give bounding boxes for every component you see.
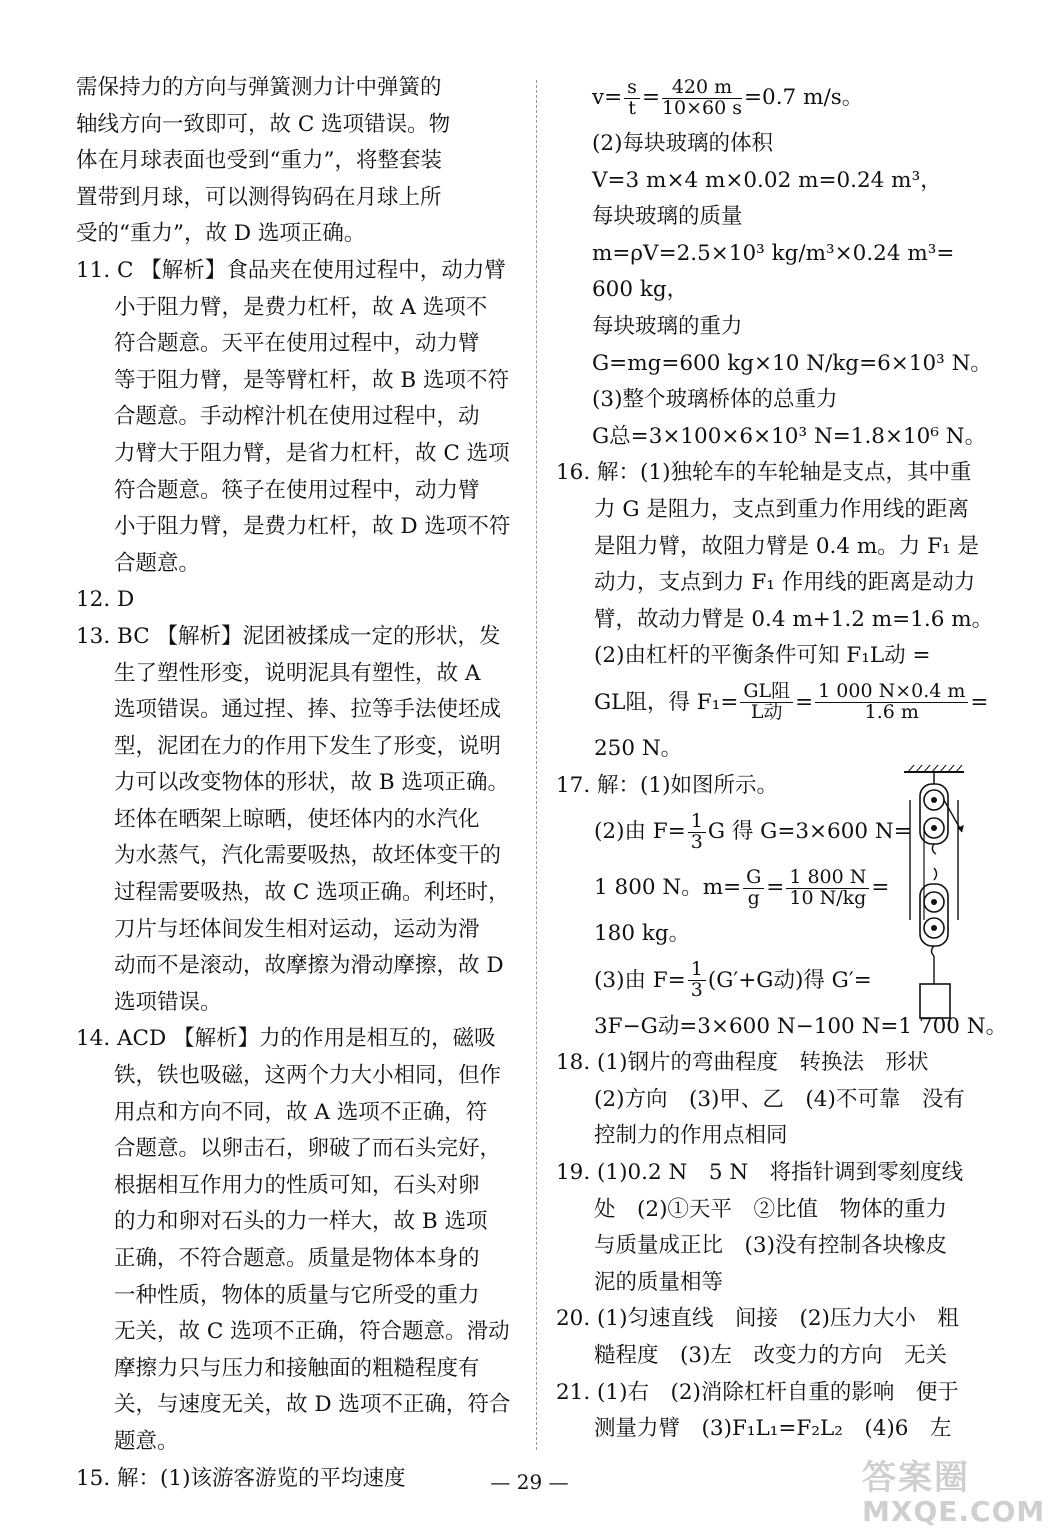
- q18-line: 控制力的作用点相同: [594, 1123, 788, 1149]
- q19-line: 与质量成正比 (3)没有控制各块橡皮: [594, 1233, 947, 1259]
- q20-line: 糙程度 (3)左 改变力的方向 无关: [594, 1343, 947, 1369]
- fraction-G-over-g: $\frac{G}{g}$: [743, 868, 764, 909]
- q18-line: 18. (1)钢片的弯曲程度 转换法 形状: [556, 1050, 929, 1076]
- q17-line: 180 kg。: [594, 921, 691, 947]
- answer-line: 小于阻力臂，是费力杠杆，故 D 选项不符: [114, 514, 511, 540]
- q16-lever-formula: GL阻，得 F₁= $\frac{\text{GL阻}}{\text{L动}}$ = $\frac{1 000 N\times 0.4 m}{1.6 m}$ =: [594, 680, 989, 724]
- fraction-1000N-over-1.6m: $\frac{1 000 N\times 0.4 m}{1.6 m}$: [815, 682, 968, 723]
- answer-line: 小于阻力臂，是费力杠杆，故 A 选项不: [114, 294, 488, 320]
- answer-line: 为水蒸气，汽化需要吸热，故坯体变干的: [114, 843, 502, 869]
- q21-line: 测量力臂 (3)F₁L₁=F₂L₂ (4)6 左: [594, 1416, 952, 1442]
- q17-line: 17. 解：(1)如图所示。: [556, 772, 778, 798]
- answer-line: 11. C 【解析】食品夹在使用过程中，动力臂: [76, 257, 506, 283]
- answer-line: 过程需要吸热，故 C 选项正确。利坯时，: [114, 880, 510, 906]
- answer-line: 选项错误。: [114, 989, 222, 1015]
- fraction-1800N-over-10Nkg: $\frac{1 800 N}{10 N/kg}$: [786, 868, 869, 909]
- answer-line: 摩擦力只与压力和接触面的粗糙程度有: [114, 1355, 480, 1381]
- page-number: — 29 —: [490, 1470, 569, 1494]
- q17-formula: (2)由 F= $\frac{1}{3}$ G 得 G=3×600 N=: [594, 809, 912, 853]
- answer-line: 600 kg，: [592, 277, 689, 303]
- right-column: [556, 70, 1008, 1448]
- fraction-one-third: $\frac{1}{3}$: [688, 960, 706, 1001]
- answer-line: 的力和卵对石头的力一样大，故 B 选项: [114, 1209, 488, 1235]
- pulley-system-diagram: [898, 762, 998, 1032]
- fraction-420m-over-600s: $\frac{420 m}{10\times 60 s}$: [661, 75, 743, 119]
- answer-line: V=3 m×4 m×0.02 m=0.24 m³，: [592, 167, 942, 193]
- answer-line: 需保持力的方向与弹簧测力计中弹簧的: [76, 75, 442, 100]
- left-column: [76, 70, 516, 1497]
- q16-line: (2)由杠杆的平衡条件可知 F₁L动 =: [594, 643, 931, 669]
- watermark-url: MXQE.COM: [862, 1495, 1046, 1528]
- q19-line: 泥的质量相等: [594, 1269, 724, 1295]
- q20-line: 20. (1)匀速直线 间接 (2)压力大小 粗: [556, 1306, 959, 1332]
- q16-line: 是阻力臂，故阻力臂是 0.4 m。力 F₁ 是: [594, 533, 979, 559]
- answer-line: 每块玻璃的重力: [592, 313, 743, 339]
- q16-line: 力 G 是阻力，支点到重力作用线的距离: [594, 496, 969, 522]
- fraction-s-over-t: $\frac{s}{t}$: [624, 78, 640, 119]
- answer-line: 生了塑性形变，说明泥具有塑性，故 A: [114, 660, 481, 686]
- q19-line: 处 (2)①天平 ②比值 物体的重力: [594, 1196, 947, 1222]
- answer-line: 题意。: [114, 1428, 179, 1454]
- answer-line: 合题意。以卵击石，卵破了而石头完好，: [114, 1136, 502, 1162]
- answer-line: 13. BC 【解析】泥团被揉成一定的形状，发: [76, 623, 501, 649]
- answer-line: 一种性质，物体的质量与它所受的重力: [114, 1282, 480, 1308]
- q16-line: 250 N。: [594, 735, 683, 761]
- answer-line: G=mg=600 kg×10 N/kg=6×10³ N。: [592, 350, 992, 376]
- answer-line: (2)每块玻璃的体积: [592, 131, 773, 156]
- answer-line: (3)整个玻璃桥体的总重力: [592, 387, 838, 413]
- answer-line: 刀片与坯体间发生相对运动，运动为滑: [114, 916, 480, 942]
- answer-line: 置带到月球，可以测得钩码在月球上所: [76, 184, 442, 210]
- answer-line: 力臂大于阻力臂，是省力杠杆，故 C 选项: [114, 440, 510, 466]
- watermark-text: 答案圈: [862, 1458, 970, 1498]
- answer-line: 等于阻力臂，是等臂杠杆，故 B 选项不符: [114, 367, 509, 393]
- answer-line: 型，泥团在力的作用下发生了形变，说明: [114, 733, 502, 759]
- q17-line: 3F−G动=3×600 N−100 N=1 700 N。: [594, 1013, 1008, 1039]
- column-divider: [536, 80, 537, 1450]
- answer-line: 正确，不符合题意。质量是物体本身的: [114, 1246, 480, 1271]
- answer-line: 每块玻璃的质量: [592, 204, 743, 230]
- q15-speed-formula: v= $\frac{s}{t}$ = $\frac{420 m}{10\times 60 s}$ =0.7 m/s。: [592, 75, 864, 119]
- q16-line: 动力，支点到力 F₁ 作用线的距离是动力: [594, 570, 976, 596]
- q17-mass-formula: 1 800 N。m= $\frac{G}{g}$ = $\frac{1 800 N}{10 N/kg}$ =: [594, 865, 890, 909]
- answer-line: 14. ACD 【解析】力的作用是相互的，磁吸: [76, 1026, 496, 1052]
- answer-line: m=ρV=2.5×10³ kg/m³×0.24 m³=: [592, 240, 955, 266]
- answer-line: 12. D: [76, 587, 135, 613]
- answer-line: 合题意。手动榨汁机在使用过程中，动: [114, 404, 480, 430]
- answer-line: 根据相互作用力的性质可知，石头对卵: [114, 1172, 480, 1198]
- answer-line: 无关，故 C 选项不正确，符合题意。滑动: [114, 1319, 510, 1345]
- q21-line: 21. (1)右 (2)消除杠杆自重的影响 便于: [556, 1379, 959, 1405]
- answer-line: 用点和方向不同，故 A 选项不正确，符: [114, 1099, 488, 1125]
- fraction-GL-over-L: $\frac{\text{GL阻}}{\text{L动}}$: [740, 682, 793, 723]
- watermark-logo: [862, 1450, 1045, 1528]
- answer-line: 合题意。: [114, 550, 201, 576]
- q19-line: 19. (1)0.2 N 5 N 将指针调到零刻度线: [556, 1160, 964, 1186]
- answer-line: 体在月球表面也受到“重力”，将整套装: [76, 148, 442, 174]
- answer-line: 力可以改变物体的形状，故 B 选项正确。: [114, 770, 509, 796]
- q16-line: 臂，故动力臂是 0.4 m+1.2 m=1.6 m。: [594, 606, 994, 632]
- q16-line: 16. 解：(1)独轮车的车轮轴是支点，其中重: [556, 460, 972, 486]
- answer-line: 铁，铁也吸磁，这两个力大小相同，但作: [114, 1063, 502, 1089]
- answer-line: G总=3×100×6×10³ N=1.8×10⁶ N。: [592, 423, 987, 449]
- answer-line: 轴线方向一致即可，故 C 选项错误。物: [76, 111, 451, 137]
- q17-formula: (3)由 F= $\frac{1}{3}$ (G′+G动)得 G′=: [594, 958, 872, 1002]
- answer-line: 符合题意。天平在使用过程中，动力臂: [114, 331, 480, 357]
- q18-line: (2)方向 (3)甲、乙 (4)不可靠 没有: [594, 1086, 965, 1112]
- fraction-one-third: $\frac{1}{3}$: [688, 812, 706, 853]
- answer-line: 受的“重力”，故 D 选项正确。: [76, 221, 366, 247]
- answer-line: 15. 解：(1)该游客游览的平均速度: [76, 1465, 406, 1491]
- answer-line: 符合题意。筷子在使用过程中，动力臂: [114, 477, 480, 503]
- answer-line: 动而不是滚动，故摩擦为滑动摩擦，故 D: [114, 953, 504, 979]
- answer-line: 关，与速度无关，故 D 选项不正确，符合: [114, 1392, 511, 1418]
- answer-line: 坯体在晒架上晾晒，使坯体内的水汽化: [114, 806, 480, 832]
- answer-line: 选项错误。通过捏、捧、拉等手法使坯成: [114, 697, 502, 723]
